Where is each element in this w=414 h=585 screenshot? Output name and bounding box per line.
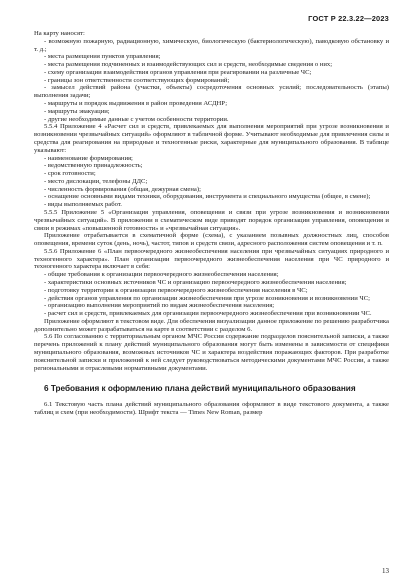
paragraph: - замысел действий района (участки, объекты) сосредоточения основных усилий; последовательность (этапы) выполнения задачи;: [34, 84, 389, 100]
paragraph: - места размещения пунктов управления;: [44, 53, 161, 61]
paragraph: - маршруты и порядок выдвижения в район проведения АСДНР;: [44, 100, 228, 108]
paragraph: - расчет сил и средств, привлекаемых для организации первоочередного жизнеобеспечения при возникновении ЧС.: [44, 310, 372, 318]
paragraph: 5.6 По согласованию с территориальным органом МЧС России содержание подразделов пояснительной записки, а также перечень приложений к плану действий муниципального образования могут быть изменены в зависимости от специфики муниципального образования, возможных источников ЧС и характера воздействия поражающих факторов. При разработке пояснительной записки и приложений к ней следует руководствоваться методическими документами МЧС России, а также региональными и отраслевыми нормативными документами.: [34, 333, 389, 372]
paragraph: На карту наносят:: [34, 30, 85, 37]
page-number: 13: [382, 567, 389, 575]
paragraph: - численность формирования (общая, дежурная смена);: [44, 185, 201, 193]
paragraph: Приложение отрабатывается в схематичной форме (схема), с указанием позывных должностных лиц, способов оповещения, времени суток (день, ночь), частот, типов и средств связи, адресного расположения систем оповещения и т. п.: [34, 232, 389, 248]
paragraph: - подготовку территории к организации первоочередного жизнеобеспечения населения в ЧС;: [44, 286, 308, 294]
paragraph: 5.5.5 Приложение 5 «Организация управления, оповещения и связи при угрозе возникновения и возникновении чрезвычайных ситуаций». В приложении в схематическом виде приводят порядок организации управления, оповещения и связи в режимах «повышенной готовности» и «чрезвычайная ситуация».: [34, 208, 389, 232]
paragraph: - виды выполняемых работ.: [44, 201, 122, 209]
paragraph: - организацию выполнения мероприятий по видам жизнеобеспечения населения;: [44, 302, 275, 310]
paragraph: - ведомственную принадлежность;: [44, 162, 143, 170]
paragraph: - наименование формирования;: [44, 154, 133, 162]
paragraph: - схему организации взаимодействия органов управления при реагировании на различные ЧС;: [44, 68, 312, 76]
body-text: [34, 30, 389, 372]
paragraph: Приложение оформляют в текстовом виде. Для обеспечения визуализации данное приложение по решению разработчика дополнительно может разрабатываться на карте в соответствии с разделом 6.: [34, 317, 389, 333]
paragraph: - границы зон ответственности соответствующих формирований;: [44, 76, 230, 84]
paragraph: 5.5.6 Приложение 6 «План первоочередного жизнеобеспечения населения при чрезвычайных ситуациях природного и техногенного характера». План организации первоочередного жизнеобеспечения населения при ЧС природного и техногенного характера включает в себя:: [34, 247, 389, 271]
paragraph: 6.1 Текстовую часть плана действий муниципального образования оформляют в виде текстового документа, а также таблиц и схем (при необходимости). Шрифт текста — Times New Roman, размер: [34, 401, 389, 417]
paragraph: - срок готовности;: [44, 170, 96, 178]
section-body-text: [34, 401, 389, 417]
standard-code-header: ГОСТ Р 22.3.22—2023: [308, 14, 389, 23]
paragraph: - общие требования к организации первоочередного жизнеобеспечения населения;: [44, 271, 279, 279]
paragraph: - место дислокации, телефоны ДДС;: [44, 177, 148, 185]
paragraph: - другие необходимые данные с учетом особенности территории.: [44, 115, 229, 123]
paragraph: - места размещения подчиненных и взаимодействующих сил и средств, необходимые сведения о них;: [44, 61, 333, 69]
paragraph: - оснащение основными видами техники, оборудования, инструмента и специального имущества (общее, в смене);: [44, 193, 371, 201]
paragraph: 5.5.4 Приложение 4 «Расчет сил и средств, привлекаемых для выполнения мероприятий при угрозе возникновения и возникновении чрезвычайных ситуаций» оформляют в табличной форме. Учитывают необходимые для привлечения силы и средства для реагирования на природные и техногенные риски, характерные для муниципального образования. В таблице указывают:: [34, 123, 389, 154]
section-title: 6 Требования к оформлению плана действий муниципального образования: [44, 384, 356, 394]
paragraph: - возможную пожарную, радиационную, химическую, биологическую (бактериологическую), паводковую обстановку и т. д.;: [34, 37, 389, 53]
paragraph: - характеристики основных источников ЧС и организацию первоочередного жизнеобеспечения населения;: [44, 279, 347, 286]
paragraph: - маршруты эвакуации;: [44, 107, 110, 115]
paragraph: - действия органов управления по организации жизнеобеспечения при угрозе возникновения и возникновении ЧС;: [44, 294, 371, 302]
